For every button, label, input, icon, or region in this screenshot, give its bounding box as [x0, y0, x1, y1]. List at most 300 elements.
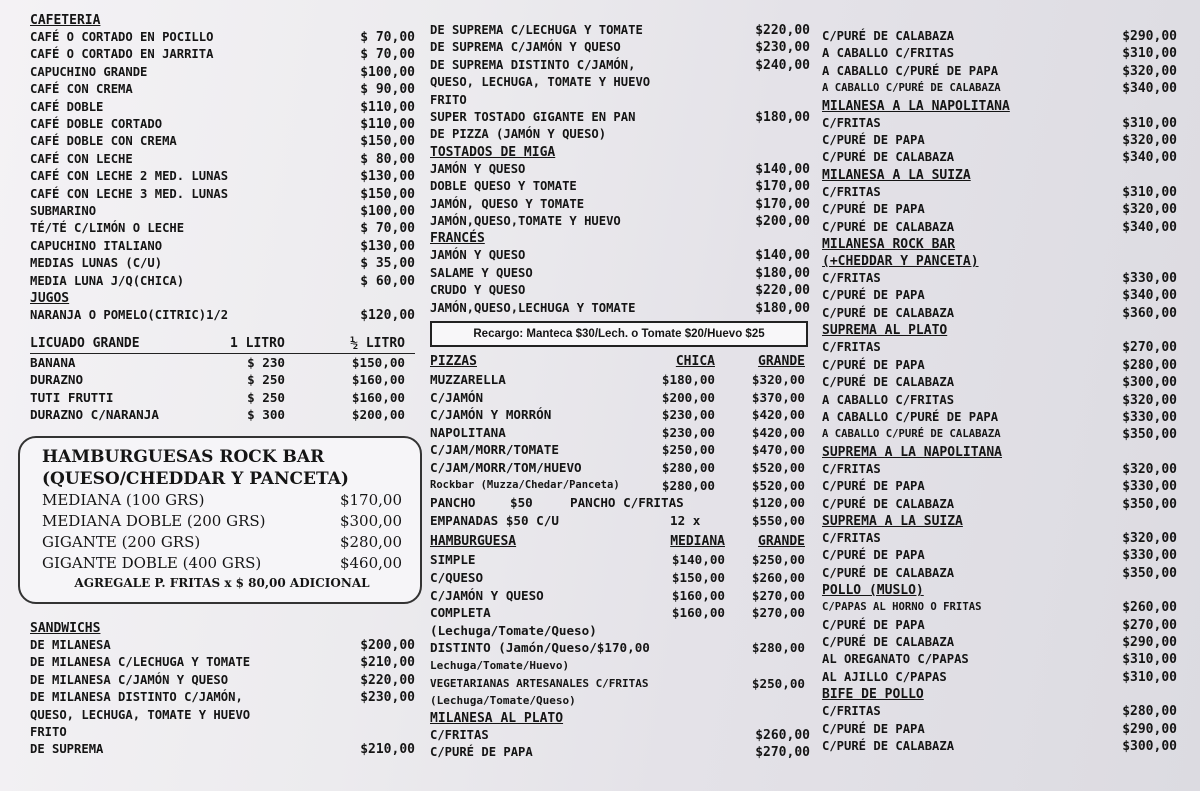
- item-price: $310,00: [1122, 669, 1177, 685]
- menu-item: [822, 45, 1177, 62]
- item-name: FRITO: [30, 724, 67, 739]
- menu-item: [822, 426, 1177, 443]
- section-title: BIFE DE POLLO: [822, 687, 924, 703]
- item-price: $290,00: [1122, 29, 1177, 44]
- section-tostados: [430, 144, 810, 231]
- menu-item: [30, 186, 415, 203]
- menu-item: [822, 721, 1177, 738]
- pizza-header-chica: CHICA: [675, 354, 715, 370]
- menu-item: [430, 161, 810, 178]
- plato-section: [822, 686, 1177, 755]
- item-price: $330,00: [1122, 479, 1177, 495]
- item-price: $340,00: [1122, 81, 1177, 97]
- item-name: CAFÉ DOBLE CON CREMA: [30, 134, 177, 149]
- item-price: $120,00: [360, 308, 415, 324]
- plato-section: [822, 582, 1177, 686]
- item-price: $150,00: [360, 134, 415, 150]
- item-price: $200,00: [755, 214, 810, 230]
- item-name: SALAME Y QUESO: [430, 265, 533, 280]
- cell: $250,00: [751, 552, 805, 568]
- item-price: $210,00: [360, 655, 415, 671]
- licuado-header-half: ½ LITRO: [350, 335, 405, 351]
- menu-item: [822, 184, 1177, 201]
- menu-item: [430, 282, 810, 299]
- cell: $230,00: [661, 407, 715, 423]
- menu-item: [822, 270, 1177, 287]
- item-name: DE SUPREMA C/LECHUGA Y TOMATE: [430, 23, 643, 37]
- section-sandwichs: [30, 620, 415, 759]
- pizza-row: [430, 459, 810, 477]
- box-title: HAMBURGUESAS ROCK BAR: [42, 446, 325, 467]
- item-price: $270,00: [755, 745, 810, 761]
- item-name: C/FRITAS: [430, 727, 489, 742]
- menu-item: [822, 132, 1177, 149]
- item-name: MEDIA LUNA J/Q(CHICA): [30, 273, 185, 288]
- item-name: C/PURÉ DE PAPA: [822, 721, 925, 736]
- item-name: DE MILANESA C/JAMÓN Y QUESO: [30, 672, 229, 687]
- item-price: $140,00: [755, 248, 810, 264]
- recargo-box: Recargo: Manteca $30/Lech. o Tomate $20/Huevo $25: [430, 321, 808, 347]
- item-price: $460,00: [339, 553, 402, 572]
- item-name: FRITO: [430, 92, 467, 107]
- cell: C/JAMÓN Y MORRÓN: [430, 407, 552, 423]
- menu-item: [430, 213, 810, 230]
- item-name: GIGANTE DOBLE (400 GRS): [42, 553, 262, 572]
- cell: C/JAMÓN: [430, 389, 484, 405]
- section-title: MILANESA A LA SUIZA: [822, 167, 971, 183]
- item-price: $270,00: [1122, 617, 1177, 633]
- menu-item: [822, 478, 1177, 495]
- menu-item: [822, 149, 1177, 166]
- menu-item: [30, 672, 415, 689]
- item-price: $240,00: [755, 57, 810, 73]
- item-price: $210,00: [360, 742, 415, 758]
- item-price: $180,00: [755, 300, 810, 316]
- cell: $280,00: [661, 477, 715, 493]
- item-name: C/PURÉ DE PAPA: [430, 745, 533, 760]
- plato-section: [822, 444, 1177, 513]
- item-name: C/PURÉ DE CALABAZA: [822, 634, 955, 649]
- pancho-label: PANCHO: [430, 495, 476, 511]
- item-name: JAMÓN Y QUESO: [430, 248, 526, 263]
- cell: $160,00: [351, 372, 405, 388]
- item-price: $ 70,00: [360, 221, 415, 237]
- menu-column-2: [430, 22, 810, 762]
- item-name: C/PAPAS AL HORNO O FRITAS: [822, 601, 982, 614]
- menu-item: [30, 238, 415, 255]
- item-list: [30, 29, 415, 290]
- pancho-price: $50: [510, 495, 533, 511]
- menu-item: [430, 744, 810, 761]
- section-hamburguesa: [430, 533, 810, 709]
- hamb-header-grande: GRANDE: [758, 534, 805, 550]
- item-price: $280,00: [1122, 704, 1177, 720]
- item-list: [822, 184, 1177, 236]
- item-list: [30, 307, 415, 324]
- menu-item: [822, 63, 1177, 80]
- cell: COMPLETA: [430, 605, 491, 621]
- item-list: [430, 727, 810, 762]
- item-price: $350,00: [1122, 496, 1177, 512]
- item-price: $ 70,00: [360, 47, 415, 63]
- cell: $270,00: [751, 587, 805, 603]
- section-title: SUPREMA A LA NAPOLITANA: [822, 444, 1003, 460]
- item-name: JAMÓN, QUESO Y TOMATE: [430, 196, 585, 211]
- item-price: $350,00: [1122, 427, 1177, 443]
- box-item: [42, 553, 402, 574]
- item-price: $260,00: [1122, 600, 1177, 616]
- section-title: FRANCÉS: [430, 231, 485, 247]
- item-name: DE PIZZA (JAMÓN Y QUESO): [430, 127, 607, 142]
- item-name: C/FRITAS: [822, 184, 881, 199]
- menu-item: [822, 496, 1177, 513]
- item-price: $300,00: [1122, 375, 1177, 391]
- item-name: JAMÓN,QUESO,TOMATE Y HUEVO: [430, 214, 621, 229]
- cell: C/JAM/MORR/TOMATE: [430, 442, 559, 458]
- item-price: $280,00: [1122, 357, 1177, 373]
- item-price: $230,00: [755, 40, 810, 56]
- item-name: CAFÉ CON LECHE 2 MED. LUNAS: [30, 169, 229, 184]
- box-item: [42, 532, 402, 553]
- menu-item: [822, 565, 1177, 582]
- item-price: $270,00: [1122, 340, 1177, 356]
- item-price: $330,00: [1122, 409, 1177, 425]
- menu-item: [822, 669, 1177, 686]
- menu-item: [822, 219, 1177, 236]
- item-name: C/PURÉ DE PAPA: [822, 617, 925, 632]
- section-jugos: [30, 290, 415, 324]
- licuado-row: [30, 354, 415, 372]
- menu-item: [30, 273, 415, 290]
- item-name: A CABALLO C/FRITAS: [822, 46, 955, 61]
- cell: $140,00: [671, 552, 725, 568]
- menu-item: [822, 703, 1177, 720]
- item-name: C/PURÉ DE CALABAZA: [822, 739, 955, 753]
- cell: $160,00: [671, 605, 725, 621]
- cell: $ 250: [247, 389, 285, 405]
- item-name: C/PURÉ DE CALABAZA: [822, 565, 955, 580]
- item-price: $300,00: [339, 511, 402, 530]
- menu-item: [30, 151, 415, 168]
- note-text: (Lechuga/Tomate/Queso): [430, 622, 597, 638]
- item-price: $180,00: [755, 265, 810, 281]
- item-price: $220,00: [360, 672, 415, 688]
- item-price: $220,00: [755, 283, 810, 299]
- item-price: $310,00: [1122, 115, 1177, 131]
- item-name: C/PURÉ DE CALABAZA: [822, 375, 955, 390]
- section-title: JUGOS: [30, 291, 70, 307]
- cell: C/JAM/MORR/TOM/HUEVO: [430, 460, 582, 476]
- menu-item: [822, 634, 1177, 651]
- pancho-fritas-label: PANCHO C/FRITAS: [570, 495, 684, 511]
- item-name: CAPUCHINO ITALIANO: [30, 238, 163, 253]
- item-price: $310,00: [1122, 46, 1177, 62]
- item-name: NARANJA O POMELO(CITRIC)1/2: [30, 308, 229, 323]
- section-subtitle: (+CHEDDAR Y PANCETA): [822, 254, 979, 270]
- hamb-header-mediana: MEDIANA: [670, 534, 725, 550]
- item-name: C/PURÉ DE CALABAZA: [822, 305, 955, 320]
- item-price: $100,00: [360, 204, 415, 220]
- menu-item: [430, 178, 810, 195]
- section-title: SANDWICHS: [30, 620, 101, 636]
- item-price: $180,00: [755, 110, 810, 126]
- item-price: $150,00: [360, 186, 415, 202]
- cell: $260,00: [751, 570, 805, 586]
- menu-item: [30, 654, 415, 671]
- item-name: C/PURÉ DE CALABAZA: [822, 496, 955, 511]
- empanadas-qty: 12 x: [670, 512, 701, 528]
- item-name: C/FRITAS: [822, 704, 881, 719]
- item-price: $320,00: [1122, 133, 1177, 149]
- licuado-row: [30, 406, 415, 424]
- note-text: (Lechuga/Tomate/Queso): [430, 694, 576, 708]
- hamburguesa-row: [430, 604, 810, 622]
- item-name: A CABALLO C/PURÉ DE CALABAZA: [822, 428, 1001, 441]
- item-price: $330,00: [1122, 271, 1177, 287]
- item-name: A CABALLO C/PURÉ DE PAPA: [822, 409, 999, 424]
- item-list: [30, 637, 415, 759]
- pizza-header: [430, 353, 810, 371]
- item-name: CRUDO Y QUESO: [430, 283, 526, 298]
- hamburguesa-row: [430, 587, 810, 605]
- menu-item: [822, 287, 1177, 304]
- item-price: $320,00: [1122, 530, 1177, 546]
- item-list: [822, 703, 1177, 755]
- item-name: DE MILANESA C/LECHUGA Y TOMATE: [30, 655, 251, 670]
- cell: $270,00: [751, 605, 805, 621]
- pizza-header-grande: GRANDE: [758, 354, 805, 370]
- menu-item: [30, 116, 415, 133]
- item-name: MEDIANA (100 GRS): [42, 490, 205, 509]
- item-name: MEDIANA DOBLE (200 GRS): [42, 511, 266, 530]
- cell: $160,00: [351, 389, 405, 405]
- item-price: $360,00: [1122, 305, 1177, 321]
- item-price: $260,00: [755, 727, 810, 743]
- cell: $200,00: [661, 389, 715, 405]
- distinto-price: $280,00: [751, 640, 805, 656]
- menu-item: [822, 115, 1177, 132]
- distinto-note: [430, 657, 810, 675]
- menu-item: [430, 39, 810, 56]
- cell: C/QUESO: [430, 570, 484, 586]
- item-name: DE SUPREMA: [30, 742, 104, 757]
- section-title: SUPREMA AL PLATO: [822, 323, 948, 339]
- menu-item: [430, 57, 810, 74]
- menu-item: [822, 80, 1177, 97]
- cell: C/JAMÓN Y QUESO: [430, 587, 544, 603]
- distinto-row: [430, 639, 810, 657]
- item-price: $230,00: [360, 690, 415, 706]
- menu-item: [822, 339, 1177, 356]
- menu-item: [822, 357, 1177, 374]
- item-name: C/PURÉ DE PAPA: [822, 479, 925, 494]
- item-name: C/FRITAS: [822, 461, 881, 476]
- item-name: JAMÓN Y QUESO: [430, 161, 526, 176]
- box-item: [42, 490, 402, 511]
- item-list: [822, 461, 1177, 513]
- cell: $160,00: [671, 587, 725, 603]
- menu-item: [822, 617, 1177, 634]
- item-name: MEDIAS LUNAS (C/U): [30, 256, 163, 271]
- note-text: Lechuga/Tomate/Huevo): [430, 659, 570, 672]
- menu-item: [822, 409, 1177, 426]
- item-price: $280,00: [339, 532, 402, 551]
- item-name: DE MILANESA DISTINTO C/JAMÓN,: [30, 690, 243, 705]
- veg-price: $250,00: [751, 675, 805, 691]
- menu-item: [822, 392, 1177, 409]
- cell: $420,00: [751, 424, 805, 440]
- completa-note: [430, 622, 810, 640]
- item-list: [430, 161, 810, 231]
- menu-item: [430, 265, 810, 282]
- item-name: CAFÉ CON CREMA: [30, 82, 133, 97]
- plato-section: [822, 322, 1177, 443]
- menu-item: [30, 741, 415, 758]
- item-name: A CABALLO C/PURÉ DE CALABAZA: [822, 82, 1001, 95]
- item-price: $170,00: [339, 490, 402, 509]
- cell: $520,00: [751, 477, 805, 493]
- plato-section: [822, 167, 1177, 236]
- item-price: $110,00: [360, 117, 415, 133]
- cell: NAPOLITANA: [430, 424, 506, 440]
- menu-item: [30, 29, 415, 46]
- item-name: A CABALLO C/PURÉ DE PAPA: [822, 63, 999, 78]
- item-name: C/PURÉ DE PAPA: [822, 548, 925, 563]
- veg-note: [430, 692, 810, 710]
- milanesa-plato-cont-list: [822, 28, 1177, 98]
- item-name: CAPUCHINO GRANDE: [30, 64, 148, 79]
- pizza-row: [430, 441, 810, 459]
- item-price: $310,00: [1122, 184, 1177, 200]
- cell: BANANA: [30, 354, 76, 370]
- licuado-row: [30, 371, 415, 389]
- item-name: C/FRITAS: [822, 271, 881, 286]
- cell: $ 230: [247, 354, 285, 370]
- licuado-header: [30, 335, 415, 354]
- item-list: [822, 530, 1177, 582]
- item-name: C/FRITAS: [822, 530, 881, 545]
- item-price: $ 35,00: [360, 256, 415, 272]
- section-frances: [430, 230, 810, 317]
- empanadas-label: EMPANADAS $50 C/U: [430, 512, 559, 528]
- suprema-sandwich-list: [430, 22, 810, 144]
- pizza-row: [430, 389, 810, 407]
- item-price: $330,00: [1122, 548, 1177, 564]
- section-title: TOSTADOS DE MIGA: [430, 144, 556, 160]
- menu-item: [822, 201, 1177, 218]
- menu-item: [30, 99, 415, 116]
- menu-item: [30, 255, 415, 272]
- item-price: $170,00: [755, 179, 810, 195]
- cell: $180,00: [661, 372, 715, 388]
- cell: DURAZNO: [30, 372, 84, 388]
- item-price: $350,00: [1122, 565, 1177, 581]
- item-name: A CABALLO C/FRITAS: [822, 392, 955, 407]
- distinto-label: DISTINTO (Jamón/Queso/$170,00: [430, 640, 650, 656]
- section-title: POLLO (MUSLO): [822, 583, 924, 599]
- menu-item: [30, 46, 415, 63]
- section-milanesa-plato: [430, 710, 810, 762]
- cell: DURAZNO C/NARANJA: [30, 407, 159, 423]
- menu-item: [822, 461, 1177, 478]
- section-pizzas: [430, 353, 810, 529]
- plato-section: [822, 236, 1177, 322]
- item-price: $140,00: [755, 161, 810, 177]
- cell: $200,00: [351, 407, 405, 423]
- menu-item: [430, 109, 810, 126]
- item-price: $170,00: [755, 196, 810, 212]
- plato-section: [822, 98, 1177, 167]
- item-name: C/FRITAS: [822, 115, 881, 130]
- item-name: CAFÉ DOBLE CORTADO: [30, 117, 163, 132]
- pizza-row: [430, 477, 810, 495]
- box-item-list: [42, 490, 402, 574]
- item-name: DOBLE QUESO Y TOMATE: [430, 179, 577, 194]
- vegetarianas-row: [430, 675, 810, 693]
- cell: $150,00: [351, 354, 405, 370]
- section-cafeteria: [30, 12, 415, 290]
- menu-item: [822, 738, 1177, 755]
- item-name: C/PURÉ DE CALABAZA: [822, 219, 955, 234]
- menu-item: [822, 599, 1177, 616]
- item-name: CAFÉ CON LECHE: [30, 151, 133, 166]
- item-price: $340,00: [1122, 288, 1177, 304]
- menu-item: [30, 168, 415, 185]
- item-name: CAFÉ O CORTADO EN POCILLO: [30, 30, 214, 44]
- menu-item: [30, 707, 415, 724]
- item-price: $130,00: [360, 169, 415, 185]
- menu-item: [30, 64, 415, 81]
- item-name: CAFÉ DOBLE: [30, 99, 104, 114]
- item-price: $110,00: [360, 99, 415, 115]
- item-price: $340,00: [1122, 150, 1177, 166]
- item-price: $320,00: [1122, 461, 1177, 477]
- section-title: MILANESA ROCK BAR: [822, 237, 956, 253]
- menu-item: [30, 203, 415, 220]
- menu-item: [30, 637, 415, 654]
- pizza-header-name: PIZZAS: [430, 354, 477, 370]
- item-price: $ 80,00: [360, 151, 415, 167]
- menu-column-1: [30, 12, 415, 759]
- plato-section: [822, 513, 1177, 582]
- menu-item: [822, 374, 1177, 391]
- item-price: $340,00: [1122, 219, 1177, 235]
- hamburguesa-row: [430, 551, 810, 569]
- menu-item: [822, 305, 1177, 322]
- menu-item: [822, 530, 1177, 547]
- item-price: $ 70,00: [360, 30, 415, 45]
- menu-item: [30, 689, 415, 706]
- empanadas-row: [430, 512, 810, 530]
- cell: SIMPLE: [430, 552, 476, 568]
- item-price: $320,00: [1122, 392, 1177, 408]
- item-price: $100,00: [360, 64, 415, 80]
- item-name: AL AJILLO C/PAPAS: [822, 669, 947, 684]
- hamburguesas-rockbar-box: [18, 436, 422, 604]
- item-name: SUBMARINO: [30, 204, 97, 219]
- pizza-table: [430, 371, 810, 494]
- licuado-header-name: LICUADO GRANDE: [30, 335, 140, 351]
- menu-item: [30, 724, 415, 741]
- item-price: $130,00: [360, 238, 415, 254]
- veg-label: VEGETARIANAS ARTESANALES C/FRITAS: [430, 676, 649, 690]
- item-price: $310,00: [1122, 652, 1177, 668]
- item-name: CAFÉ O CORTADO EN JARRITA: [30, 47, 214, 62]
- item-name: QUESO, LECHUGA, TOMATE Y HUEVO: [30, 707, 251, 722]
- cell: MUZZARELLA: [430, 372, 506, 388]
- item-price: $220,00: [755, 23, 810, 38]
- licuado-row: [30, 389, 415, 407]
